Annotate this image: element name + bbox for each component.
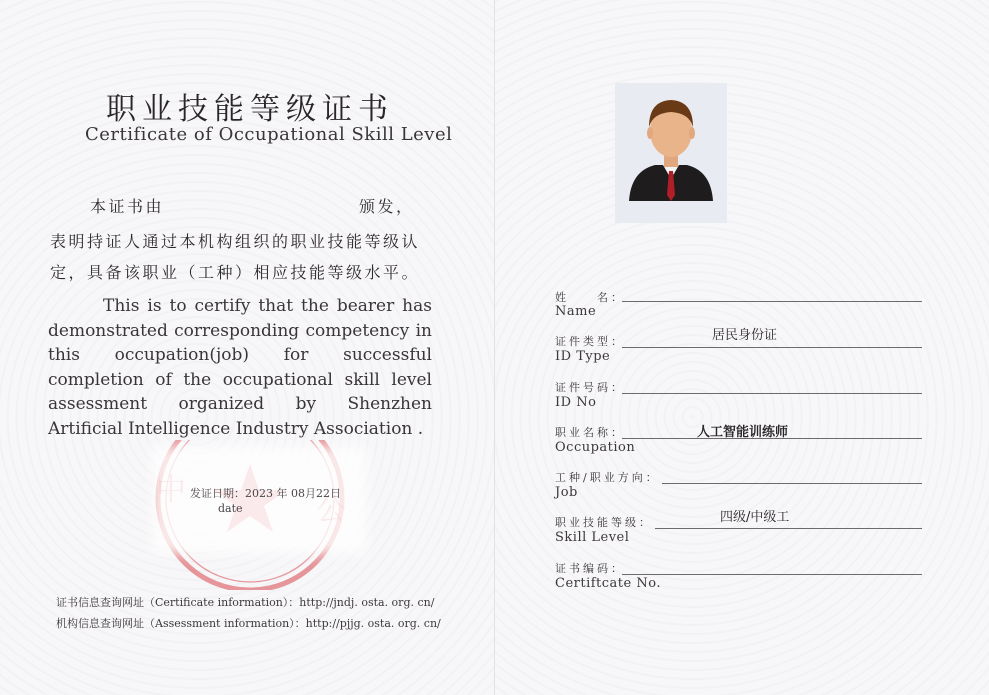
cn-statement-line-2: 表明持证人通过本机构组织的职业技能等级认 [50, 232, 421, 251]
person-avatar-icon [615, 83, 727, 223]
name-underline [622, 301, 922, 302]
certificate-title-en: Certificate of Occupational Skill Level [85, 124, 453, 145]
cert-no-underline [622, 574, 922, 575]
skill-level-underline [655, 528, 922, 529]
id-type-label-cn: 证件类型： [555, 335, 625, 348]
occupation-label-cn: 职业名称： [555, 426, 625, 439]
id-no-label-cn: 证件号码： [555, 381, 625, 394]
name-label-cn: 姓 名： [555, 291, 625, 304]
occupation-value: 人工智能训练师 [697, 425, 789, 440]
job-underline [662, 483, 922, 484]
cert-no-label-en: Certiftcate No. [555, 576, 661, 591]
cert-no-label-cn: 证书编码： [555, 562, 625, 575]
en-statement-paragraph: This is to certify that the bearer has demonstrated corresponding competency in this occupation(job) for successful completion of the occupational skill level assessment organized by Shenzhen Artificial Intelligence Industry Association . [48, 296, 432, 439]
skill-level-value: 四级/中级工 [720, 510, 790, 525]
id-type-value: 居民身份证 [712, 328, 778, 343]
id-no-underline [622, 393, 922, 394]
cn-statement-line-3: 定，具备该职业（工种）相应技能等级水平。 [50, 263, 421, 282]
id-type-label-en: ID Type [555, 349, 611, 364]
name-label-en: Name [555, 304, 597, 319]
issuer-suffix: 颁发， [359, 197, 415, 216]
issuer-prefix: 本证书由 [90, 197, 165, 216]
certificate-title-cn: 职业技能等级证书 [106, 92, 394, 127]
issuer-line [90, 194, 415, 217]
issue-date: 发证日期：2023 年 08月22日 [190, 487, 341, 500]
job-label-en: Job [555, 485, 578, 500]
cert-info-url-line: 证书信息查询网址（Certificate information）：http://jndj. osta. org. cn/ [56, 596, 435, 609]
id-no-label-en: ID No [555, 395, 597, 410]
issue-date-en-label: date [218, 502, 243, 515]
occupation-label-en: Occupation [555, 440, 636, 455]
skill-level-label-en: Skill Level [555, 530, 630, 545]
skill-level-label-cn: 职业技能等级： [555, 516, 653, 529]
id-type-underline [622, 347, 922, 348]
holder-photo [615, 83, 727, 223]
job-label-cn: 工种/职业方向： [555, 471, 660, 484]
assessment-info-url-line: 机构信息查询网址（Assessment information）：http://pjjg. osta. org. cn/ [56, 617, 441, 630]
